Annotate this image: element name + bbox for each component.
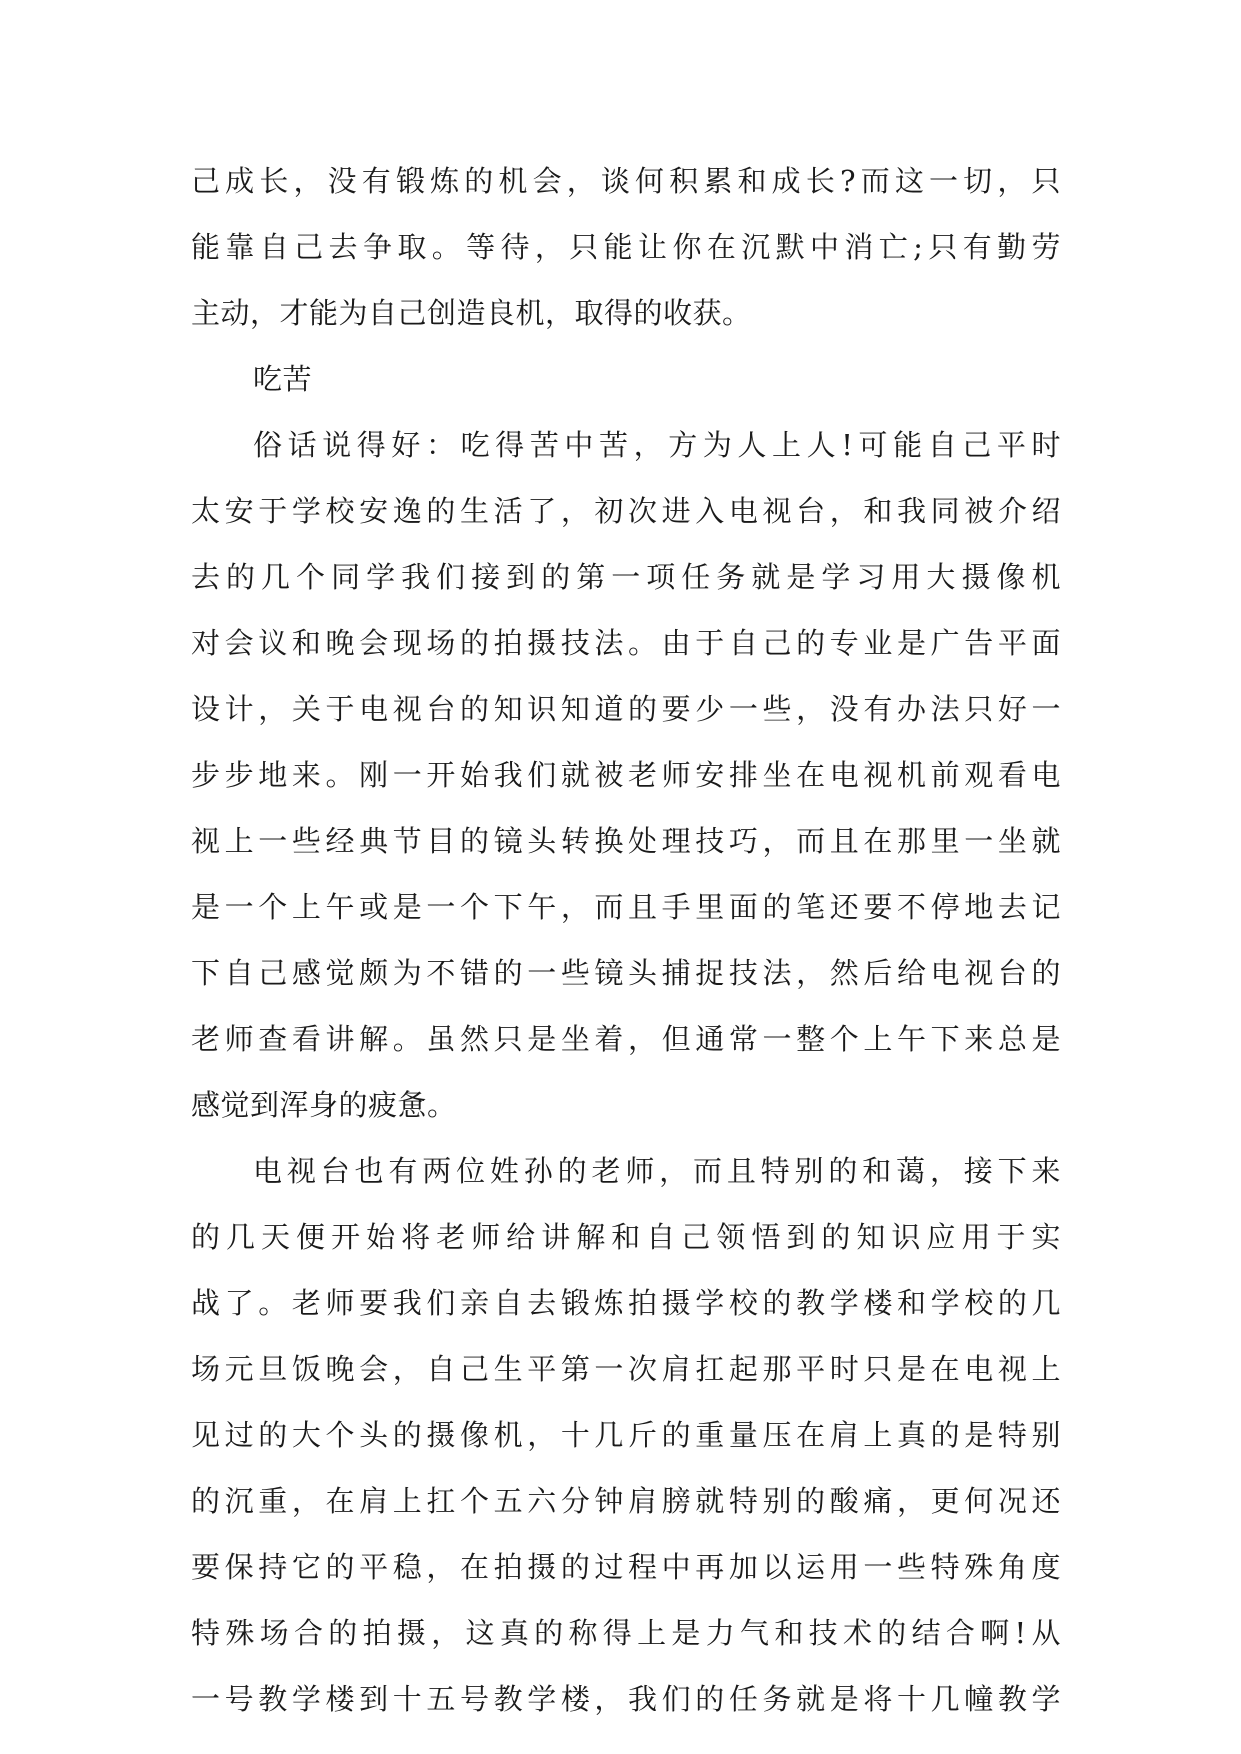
text-line: 见过的大个头的摄像机，十几斤的重量压在肩上真的是特别: [191, 1418, 1061, 1452]
text-line: 步步地来。刚一开始我们就被老师安排坐在电视机前观看电: [191, 758, 1061, 792]
section-heading: 吃苦: [253, 362, 313, 396]
text-line: 的几天便开始将老师给讲解和自己领悟到的知识应用于实: [191, 1220, 1061, 1254]
text-line: 视上一些经典节目的镜头转换处理技巧，而且在那里一坐就: [191, 824, 1061, 858]
text-line: 己成长，没有锻炼的机会，谈何积累和成长?而这一切，只: [191, 164, 1061, 198]
text-line: 的沉重，在肩上扛个五六分钟肩膀就特别的酸痛，更何况还: [191, 1484, 1061, 1518]
text-line: 俗话说得好：吃得苦中苦，方为人上人!可能自己平时: [253, 428, 1061, 462]
text-line: 特殊场合的拍摄，这真的称得上是力气和技术的结合啊!从: [191, 1616, 1061, 1650]
text-line: 感觉到浑身的疲惫。: [191, 1088, 457, 1122]
text-line: 下自己感觉颇为不错的一些镜头捕捉技法，然后给电视台的: [191, 956, 1061, 990]
text-line: 老师查看讲解。虽然只是坐着，但通常一整个上午下来总是: [191, 1022, 1061, 1056]
text-line: 要保持它的平稳，在拍摄的过程中再加以运用一些特殊角度: [191, 1550, 1061, 1584]
text-line: 对会议和晚会现场的拍摄技法。由于自己的专业是广告平面: [191, 626, 1061, 660]
text-line: 能靠自己去争取。等待，只能让你在沉默中消亡;只有勤劳: [191, 230, 1061, 264]
text-line: 是一个上午或是一个下午，而且手里面的笔还要不停地去记: [191, 890, 1061, 924]
text-line: 电视台也有两位姓孙的老师，而且特别的和蔼，接下来: [253, 1154, 1061, 1188]
text-line: 战了。老师要我们亲自去锻炼拍摄学校的教学楼和学校的几: [191, 1286, 1061, 1320]
text-line: 一号教学楼到十五号教学楼，我们的任务就是将十几幢教学: [191, 1682, 1061, 1716]
text-line: 主动，才能为自己创造良机，取得的收获。: [191, 296, 752, 330]
text-line: 设计，关于电视台的知识知道的要少一些，没有办法只好一: [191, 692, 1061, 726]
text-line: 去的几个同学我们接到的第一项任务就是学习用大摄像机: [191, 560, 1061, 594]
text-line: 太安于学校安逸的生活了，初次进入电视台，和我同被介绍: [191, 494, 1061, 528]
text-line: 场元旦饭晚会，自己生平第一次肩扛起那平时只是在电视上: [191, 1352, 1061, 1386]
